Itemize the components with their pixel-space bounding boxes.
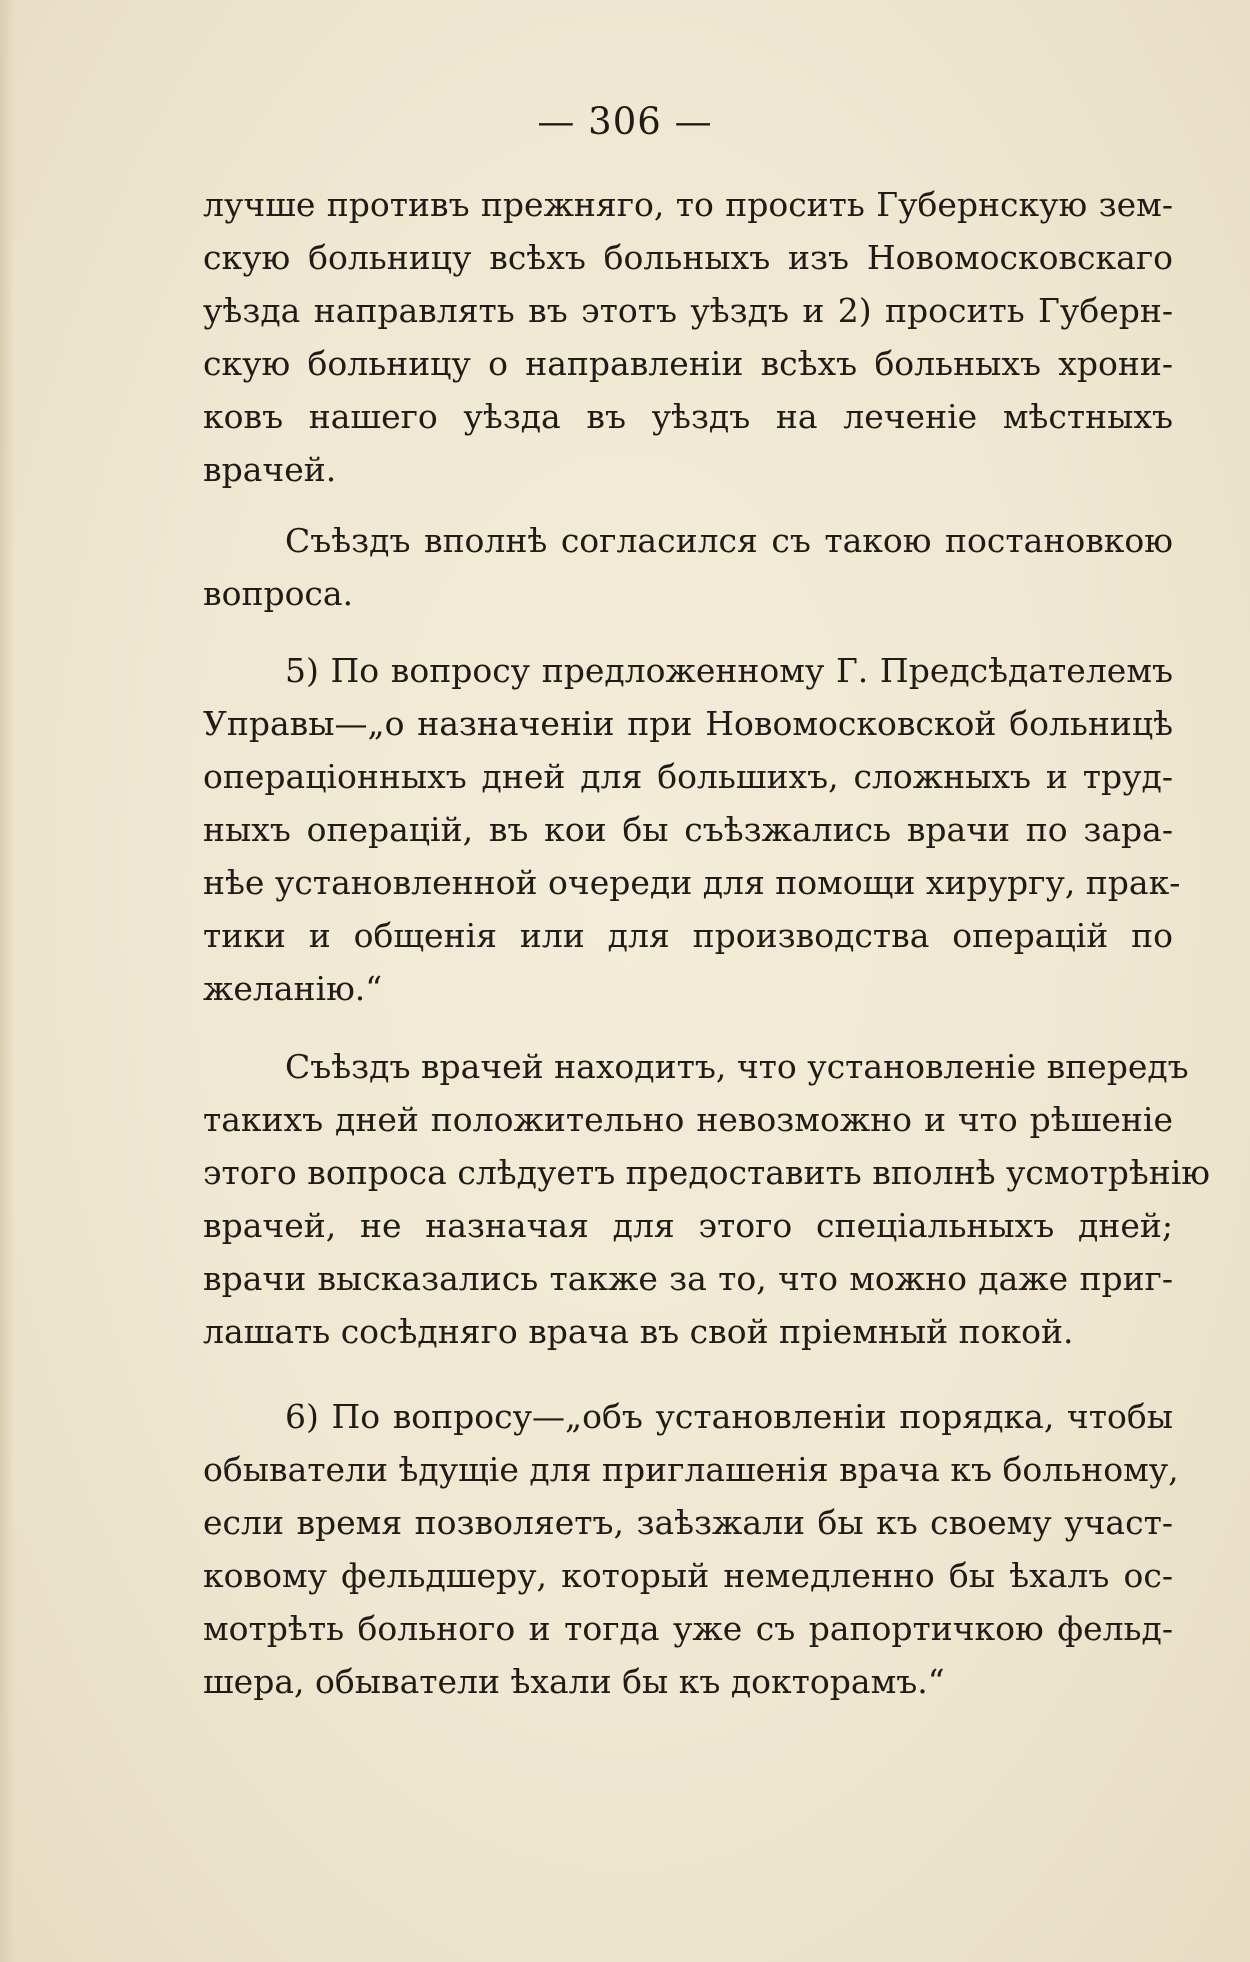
paragraph-1 — [203, 178, 1173, 496]
text-line: Управы—„о назначеніи при Новомосковской больницѣ — [203, 704, 1173, 743]
text-line: вопроса. — [203, 574, 354, 613]
text-line: уѣзда направлять въ этотъ уѣздъ и 2) просить Губерн- — [203, 291, 1173, 330]
text-line: если время позволяетъ, заѣзжали бы къ своему участ- — [203, 1503, 1173, 1542]
text-line: операціонныхъ дней для большихъ, сложныхъ и труд- — [203, 757, 1173, 796]
text-line: лучше противъ прежняго, то просить Губернскую зем- — [203, 185, 1173, 224]
text-line: шера, обыватели ѣхали бы къ докторамъ.“ — [203, 1662, 945, 1701]
text-line: ныхъ операцій, въ кои бы съѣзжались врачи по зара- — [203, 810, 1173, 849]
text-line: такихъ дней положительно невозможно и что рѣшеніе — [203, 1100, 1173, 1139]
paragraph-5 — [203, 1390, 1179, 1708]
text-line: тики и общенія или для производства операцій по — [203, 916, 1173, 955]
text-line: лашать сосѣдняго врача въ свой пріемный покой. — [203, 1312, 1074, 1351]
text-line: скую больницу о направленіи всѣхъ больныхъ хрони- — [203, 344, 1173, 383]
text-line: мотрѣть больного и тогда уже съ рапортичкою фельд- — [203, 1609, 1173, 1648]
page-number: — 306 — — [537, 100, 713, 143]
text-line: Съѣздъ вполнѣ согласился съ такою постановкою — [285, 521, 1173, 560]
text-line: этого вопроса слѣдуетъ предоставить вполнѣ усмотрѣнію — [203, 1153, 1210, 1192]
paragraph-2 — [203, 514, 1173, 620]
page-edge-shadow — [0, 0, 14, 1962]
text-line: 6) По вопросу—„объ установленіи порядка, чтобы — [285, 1397, 1173, 1436]
text-line: врачей, не назначая для этого спеціальныхъ дней; — [203, 1206, 1173, 1245]
text-line: желанію.“ — [203, 969, 383, 1008]
text-line: врачи высказались также за то, что можно даже приг- — [203, 1259, 1173, 1298]
text-line: скую больницу всѣхъ больныхъ изъ Новомосковскаго — [203, 238, 1173, 277]
paragraph-3 — [203, 644, 1181, 1015]
text-line: ковому фельдшеру, который немедленно бы ѣхалъ ос- — [203, 1556, 1173, 1595]
text-line: Съѣздъ врачей находитъ, что установленіе впередъ — [285, 1047, 1189, 1086]
text-line: врачей. — [203, 450, 337, 489]
text-line: обыватели ѣдущіе для приглашенія врача къ больному, — [203, 1450, 1179, 1489]
text-line: ковъ нашего уѣзда въ уѣздъ на леченіе мѣстныхъ — [203, 397, 1173, 436]
text-line: нѣе установленной очереди для помощи хирургу, прак- — [203, 863, 1181, 902]
paragraph-4 — [203, 1040, 1210, 1358]
text-line: 5) По вопросу предложенному Г. Предсѣдателемъ — [285, 651, 1173, 690]
